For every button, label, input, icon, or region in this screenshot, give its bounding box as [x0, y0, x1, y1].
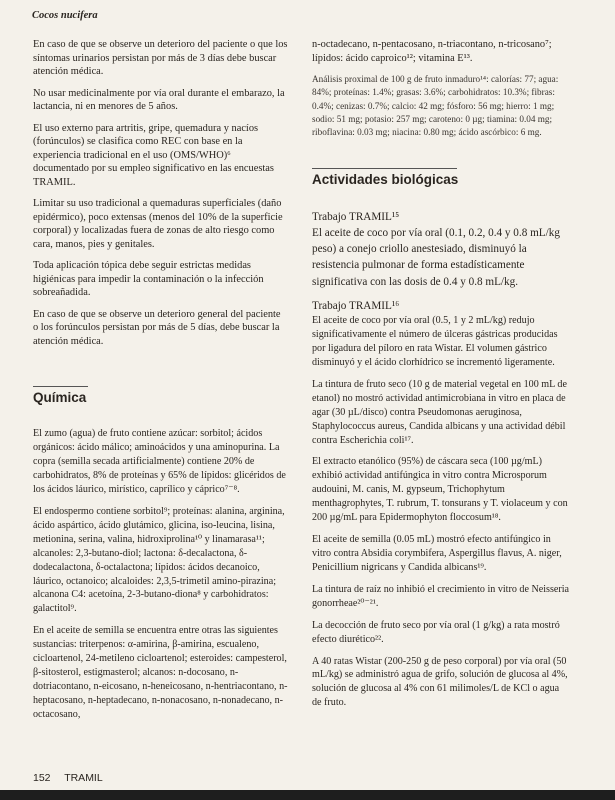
- section-rule: [33, 386, 88, 387]
- paragraph: n-octadecano, n-pentacosano, n-triacontano, n-tricosano⁷; lípidos: ácido caproico¹²; vitamina E¹³.: [312, 39, 552, 64]
- paragraph: El endospermo contiene sorbitol⁹; proteínas: alanina, arginina, ácido aspártico, ácido glutámico, glicina, iso-leucina, lisina, metionina, serina, valina, hidroxiprolina¹⁰ y linamarasa¹¹; alcanoles: 2,3-butano-diol; lactona: δ-decalactona, δ-dodecalactona, δ-octalactona; lípidos: ácidos decanoico, láurico, octanoico; alcaloides: 2,3,5-trimetil amino-pirazina; alcanona C4: acetoína, 2-3-butano-diona⁸ y carbohidratos: galactitol⁹.: [33, 505, 285, 615]
- left-column: [33, 38, 288, 730]
- page-number: 152: [33, 772, 51, 784]
- section-rule: [312, 168, 457, 169]
- bottom-bar: [0, 790, 615, 800]
- paragraph: Toda aplicación tópica debe seguir estrictas medidas higiénicas para impedir la contaminación o la infección sobreañadida.: [33, 260, 264, 299]
- paragraph: En caso de que se observe un deterioro general del paciente o los forúnculos persistan por más de 5 días, debe buscar la atención médica.: [33, 308, 281, 347]
- page-footer: [33, 772, 103, 784]
- subheading: Trabajo TRAMIL¹⁵: [312, 210, 400, 223]
- paragraph: A 40 ratas Wistar (200-250 g de peso corporal) por vía oral (50 mL/kg) se administró agua de grifo, solución de glucosa al 4%, solución de glucosa al 4% con 61 milimoles/L de KCl o agua de fruto.: [312, 655, 568, 709]
- subheading: Trabajo TRAMIL¹⁶: [312, 299, 400, 312]
- nutrition-analysis: Análisis proximal de 100 g de fruto inmaduro¹⁴: calorías: 77; agua: 84%; proteínas: 1.4%; grasas: 3.6%; carbohidratos: 10.3%; fibras: 0.4%; cenizas: 0.7%; calcio: 42 mg; fósforo: 56 mg; hierro: 1 mg; sodio: 51 mg; potasio: 257 mg; caroteno: 0 µg; tiamina: 0.04 mg; riboflavina: 0.03 mg; niacina: 0.80 mg; ácido ascórbico: 6 mg.: [312, 74, 559, 138]
- paragraph: Limitar su uso tradicional a quemaduras superficiales (daño epidérmico), poco extensas (menos del 10% de la superficie corporal) y localizadas fuera de zonas de alto riesgo como cara, manos, pies y genitales.: [33, 198, 283, 250]
- paragraph: El aceite de coco por vía oral (0.1, 0.2, 0.4 y 0.8 mL/kg peso) a conejo criollo anestesiado, disminuyó la resistencia pulmonar de forma estadísticamente significativa con las dosis de 0.4 y 0.8 mL/kg.: [312, 226, 560, 288]
- section-heading-quimica: Química: [33, 390, 87, 406]
- paragraph: En el aceite de semilla se encuentra entre otras las siguientes sustancias: triterpenos: α-amirina, β-amirina, escualeno, cicloartenol, 24-metileno cicloartenol; esteroides: campesterol, β-sitosterol, estigmasterol; alcanos: n-docosano, n-dotriacontano, n-eicosano, n-heneicosano, n-hentriacontano, n-heptacosano, n-heptadecano, n-nonacosano, n-nonadecano, n-octacosano,: [33, 625, 288, 720]
- paragraph: En caso de que se observe un deterioro del paciente o que los síntomas urinarios persistan por más de 3 días debe buscar atención médica.: [33, 39, 288, 78]
- paragraph: El uso externo para artritis, gripe, quemadura y nacíos (forúnculos) se clasifica como REC con base en la experiencia tradicional en el uso (OMS/WHO)⁶ documentado por su empleo significativo en las encuestas TRAMIL.: [33, 122, 274, 188]
- section-heading-actividades: Actividades biológicas: [312, 171, 459, 187]
- publisher-name: TRAMIL: [64, 772, 103, 784]
- paragraph: No usar medicinalmente por vía oral durante el embarazo, la lactancia, ni en menores de 5 años.: [33, 87, 285, 113]
- paragraph: La decocción de fruto seco por vía oral (1 g/kg) a rata mostró efecto diurético²².: [312, 619, 560, 645]
- paragraph: La tintura de raíz no inhibió el crecimiento in vitro de Neisseria gonorrheae²⁰⁻²¹.: [312, 583, 570, 609]
- running-title: Cocos nucifera: [32, 10, 98, 21]
- paragraph: El zumo (agua) de fruto contiene azúcar: sorbitol; ácidos orgánicos: ácido málico; aminoácidos y una aminopurina. La copra (semilla secada artificialmente) contiene 20% de carbohidratos, 8% de proteínas y 65% de lípidos: glicéridos de los ácidos láurico, mirístico, caprílico y cáprico⁷⁻⁸.: [33, 428, 286, 495]
- paragraph: El aceite de coco por vía oral (0.5, 1 y 2 mL/kg) redujo significativamente el número de úlceras gástricas producidas por ligadura del píloro en rata Wistar. El volumen gástrico disminuyó y el ácido clorhídrico se incrementó ligeramente.: [312, 315, 558, 368]
- paragraph: El extracto etanólico (95%) de cáscara seca (100 µg/mL) exhibió actividad antifúngica in vitro contra Microsporum audouini, M. canis, M. gypseum, Trichophytum menthagrophytes, T. rubrum, T. tonsurans y T. violaceum y con 200 µg/mL para Epidermophyton floccosum¹⁸.: [312, 456, 568, 524]
- paragraph: La tintura de fruto seco (10 g de material vegetal en 100 mL de etanol) no mostró actividad antimicrobiana in vitro en placa de agar (30 µL/disco) contra Pseudomonas aeruginosa, Staphylococcus aureus, Candida albicans y una actividad débil contra Escherichia coli¹⁷.: [312, 378, 567, 446]
- paragraph: El aceite de semilla (0.05 mL) mostró efecto antifúngico in vitro contra Absidia corymbifera, Aspergillus flavus, A. niger, Penicillium nigricans y Candida albicans¹⁹.: [312, 534, 562, 573]
- right-column: [312, 38, 570, 718]
